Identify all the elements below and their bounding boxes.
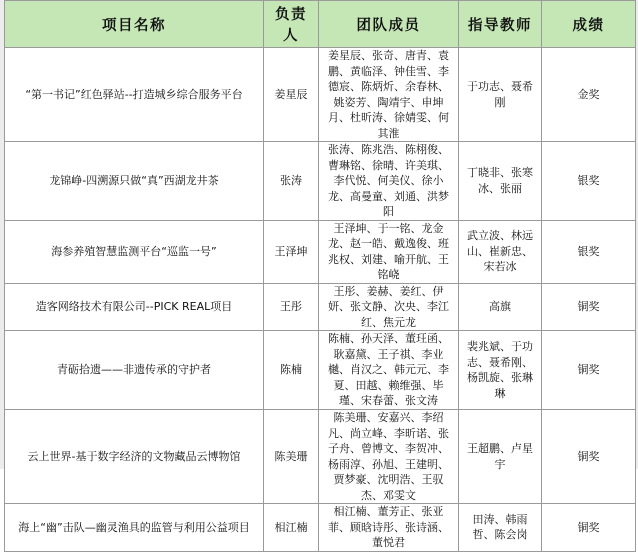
cell-award[interactable]: 铜奖	[542, 283, 636, 331]
cell-project-name[interactable]: 云上世界-基于数字经济的文物藏品云博物馆	[5, 410, 264, 504]
cell-team-members[interactable]: 王彤、姜赫、姜红、伊妍、张文静、次央、李江红、焦元龙	[319, 283, 459, 331]
cell-advisor[interactable]: 武立波、林远山、崔新忠、宋若冰	[459, 220, 542, 283]
cell-project-name[interactable]: 青砺拾遗——非遗传承的守护者	[5, 331, 264, 410]
table-row	[5, 142, 636, 221]
cell-advisor[interactable]: 王超鹏、卢星宇	[459, 410, 542, 504]
cell-award[interactable]: 铜奖	[542, 331, 636, 410]
table-row	[5, 410, 636, 504]
cell-project-name[interactable]: 造客网络技术有限公司--PICK REAL项目	[5, 283, 264, 331]
cell-project-name[interactable]: 龙锦峥-四溯源只做“真”西湖龙井茶	[5, 142, 264, 221]
cell-advisor[interactable]: 裴兆斌、于功志、聂希刚、杨凯旋、张琳琳	[459, 331, 542, 410]
cell-advisor[interactable]: 于功志、聂希刚	[459, 48, 542, 142]
cell-leader[interactable]: 王彤	[264, 283, 319, 331]
cell-project-name[interactable]: “第一书记”红色驿站--打造城乡综合服务平台	[5, 48, 264, 142]
table-header-row	[5, 1, 636, 48]
table-row	[5, 283, 636, 331]
header-award[interactable]: 成绩	[542, 1, 636, 48]
cell-project-name[interactable]: 海参养殖智慧监测平台“巡监一号”	[5, 220, 264, 283]
cell-leader[interactable]: 张涛	[264, 142, 319, 221]
award-results-table	[4, 0, 636, 552]
cell-team-members[interactable]: 相江楠、董芳正、张亚菲、顾晗诗彤、张诗涵、董悦君	[319, 504, 459, 552]
cell-team-members[interactable]: 张涛、陈兆浩、陈栩俊、曹琳铭、徐晴、许美琪、李代悦、何美仪、徐小龙、高曼童、刘通、洪梦阳	[319, 142, 459, 221]
header-advisor[interactable]: 指导教师	[459, 1, 542, 48]
cell-team-members[interactable]: 王泽坤、于一铭、龙金龙、赵一皓、戴逸俊、班兆权、刘建、喻开航、王铭峣	[319, 220, 459, 283]
cell-award[interactable]: 银奖	[542, 142, 636, 221]
table-row	[5, 331, 636, 410]
cell-advisor[interactable]: 田涛、韩雨哲、陈会岗	[459, 504, 542, 552]
table-row	[5, 504, 636, 552]
cell-leader[interactable]: 相江楠	[264, 504, 319, 552]
cell-award[interactable]: 铜奖	[542, 504, 636, 552]
table-row	[5, 48, 636, 142]
cell-leader[interactable]: 姜星辰	[264, 48, 319, 142]
header-team-members[interactable]: 团队成员	[319, 1, 459, 48]
cell-team-members[interactable]: 陈美珊、安嘉兴、李绍凡、尚立峰、李昕诺、张子舟、曾博文、李贺冲、杨雨淳、孙旭、王建明、贾梦豪、沈明浩、王驭杰、邓雯文	[319, 410, 459, 504]
cell-award[interactable]: 铜奖	[542, 410, 636, 504]
header-leader[interactable]: 负责人	[264, 1, 319, 48]
cell-award[interactable]: 金奖	[542, 48, 636, 142]
cell-advisor[interactable]: 高旗	[459, 283, 542, 331]
table-row	[5, 220, 636, 283]
cell-team-members[interactable]: 陈楠、孙天泽、董玨函、耿嘉黛、王子祺、李业樾、肖汉之、韩元元、李夏、田越、赖维强、毕瑾、宋春蕾、张文涛	[319, 331, 459, 410]
cell-advisor[interactable]: 丁晓非、张寒冰、张丽	[459, 142, 542, 221]
cell-leader[interactable]: 王泽坤	[264, 220, 319, 283]
cell-team-members[interactable]: 姜星辰、张奇、唐青、袁鹏、黄临泽、钟佳雪、李德宸、陈炳炘、余春林、姚姿芳、陶靖宇、申坤月、杜昕涛、徐婧雯、何其淮	[319, 48, 459, 142]
header-project-name[interactable]: 项目名称	[5, 1, 264, 48]
cell-award[interactable]: 银奖	[542, 220, 636, 283]
cell-project-name[interactable]: 海上“幽”击队—幽灵渔具的监管与利用公益项目	[5, 504, 264, 552]
cell-leader[interactable]: 陈楠	[264, 331, 319, 410]
cell-leader[interactable]: 陈美珊	[264, 410, 319, 504]
